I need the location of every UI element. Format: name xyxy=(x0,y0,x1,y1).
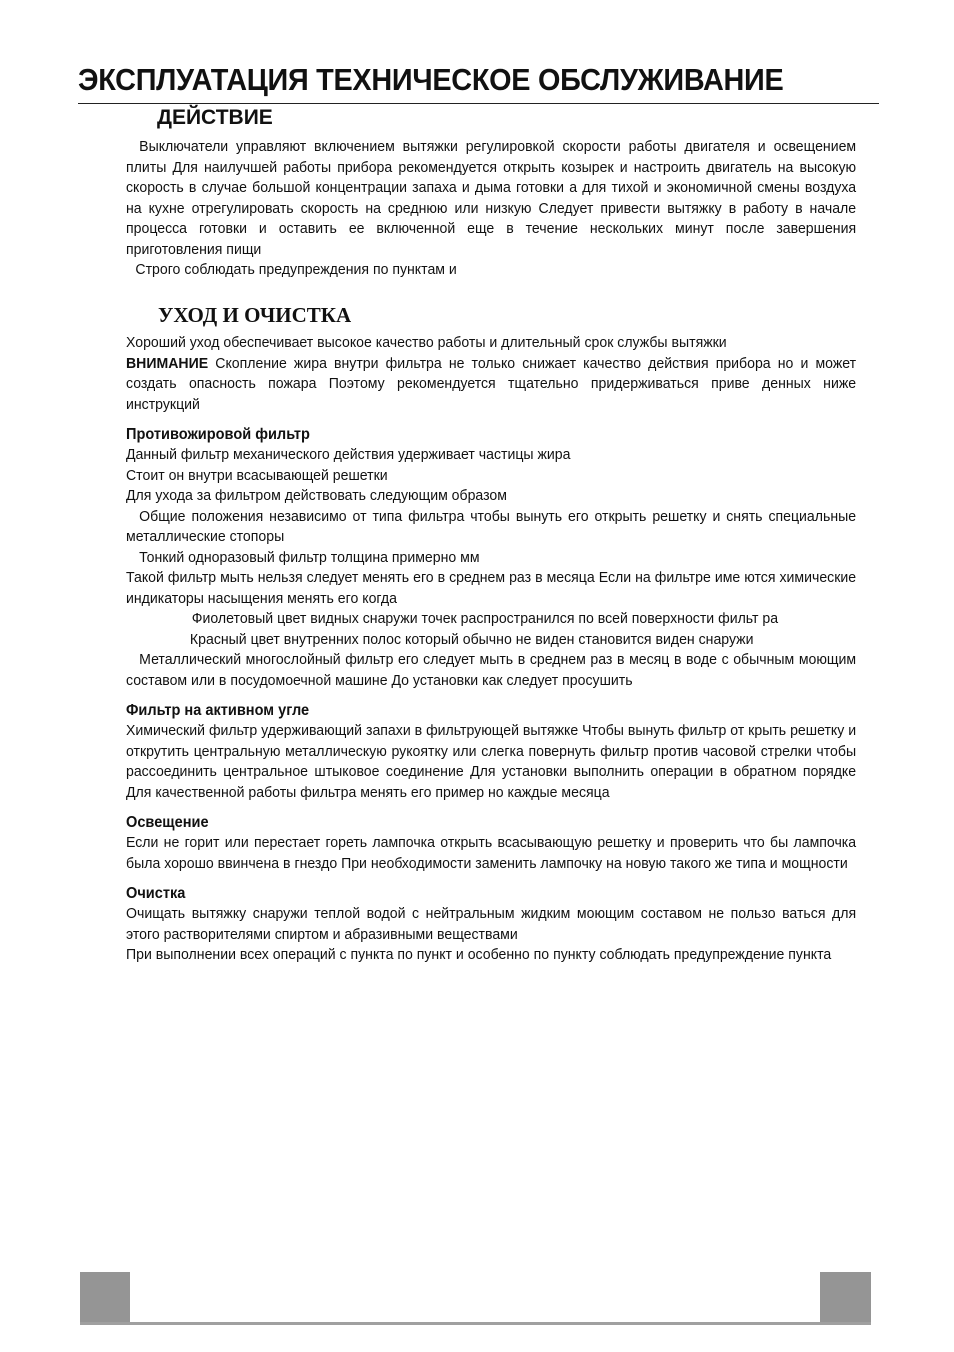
grease-line-2: Стоит он внутри всасывающей решетки xyxy=(126,466,388,484)
grease-line-1: Данный фильтр механического действия удерживает частицы жира xyxy=(126,446,571,463)
care-section xyxy=(126,333,856,966)
care-intro: Хороший уход обеспечивает высокое качество работы и длительный срок службы вытяжки xyxy=(126,334,727,351)
footer-divider xyxy=(80,1322,871,1325)
warning-label: ВНИМАНИЕ xyxy=(126,354,209,372)
grease-thin-description: Такой фильтр мыть нельзя следует менять его в среднем раз в месяца Если на фильтре име ются химические индикаторы насыщения менять его когда xyxy=(126,569,857,607)
grease-general: Общие положения независимо от типа фильтра чтобы вынуть его открыть решетку и снять специальные металлические стопоры xyxy=(126,507,857,545)
grease-thin-filter: Тонкий одноразовый фильтр толщина примерно мм xyxy=(139,548,480,566)
page-title: ЭКСПЛУАТАЦИЯ ТЕХНИЧЕСКОЕ ОБСЛУЖИВАНИЕ xyxy=(78,62,784,97)
footer-page-box-right xyxy=(820,1272,871,1324)
carbon-text: Химический фильтр удерживающий запахи в фильтрующей вытяжке Чтобы вынуть фильтр от крыть решетку и открутить центральную металлическую рукоятку или слегка повернуть фильтр против часовой стрелки чтобы рассоединить центральное штыковое соединение Для установки выполнить операции в обратном порядке Для качественной работы фильтра менять его пример но каждые месяца xyxy=(126,722,857,801)
grease-metal-filter: Металлический многослойный фильтр его следует мыть в среднем раз в месяц в воде с обычным моющим составом или в посудомоечной машине До установки как следует просушить xyxy=(126,651,857,689)
action-warning-reference: Строго соблюдать предупреждения по пунктам и xyxy=(135,261,457,278)
cleaning-text: Очищать вытяжку снаружи теплой водой с нейтральным жидким моющим составом не пользо ваться для этого растворителями спиртом и абразивными веществами xyxy=(126,905,857,943)
subheading-cleaning: Очистка xyxy=(126,885,186,902)
lighting-text: Если не горит или перестает гореть лампочка открыть всасывающую решетку и проверить что бы лампочка была хорошо ввинчена в гнездо При необходимости заменить лампочку на новую такого же типа и мощности xyxy=(126,834,857,872)
warning-text: Скопление жира внутри фильтра не только снижает качество действия прибора но и может создать опасность пожара Поэтому рекомендуется тщательно придерживаться приве денных ниже инструкций xyxy=(126,354,857,413)
section-heading-care: УХОД И ОЧИСТКА xyxy=(158,303,352,327)
grease-indicator-red: Красный цвет внутренних полос который обычно не виден становится виден снаружи xyxy=(189,630,754,648)
subheading-lighting: Освещение xyxy=(126,814,209,831)
grease-indicator-violet: Фиолетовый цвет видных снаружи точек распространился по всей поверхности фильт ра xyxy=(191,610,779,627)
subheading-grease-filter: Противожировой фильтр xyxy=(126,426,310,443)
section-heading-action: ДЕЙСТВИЕ xyxy=(157,106,273,129)
title-divider xyxy=(78,103,879,104)
grease-line-3: Для ухода за фильтром действовать следующим образом xyxy=(126,487,507,504)
cleaning-text-2: При выполнении всех операций с пункта по пункт и особенно по пункту соблюдать предупреждение пункта xyxy=(126,946,832,963)
action-section xyxy=(126,137,856,281)
care-warning xyxy=(126,354,856,416)
subheading-carbon-filter: Фильтр на активном угле xyxy=(126,702,310,719)
footer-page-box-left xyxy=(80,1272,130,1324)
action-paragraph: Выключатели управляют включением вытяжки регулировкой скорости работы двигателя и освещением плиты Для наилучшей работы прибора рекомендуется открыть козырек и настроить двигатель на высокую скорость в случае большой концентрации запаха и дыма готовки а для тихой и экономичной смены воздуха на кухне отрегулировать скорость на среднюю или низкую Следует привести вытяжку в работу в начале процесса готовки и оставить ее включенной еще в течение нескольких минут после завершения приготовления пищи xyxy=(126,138,857,258)
